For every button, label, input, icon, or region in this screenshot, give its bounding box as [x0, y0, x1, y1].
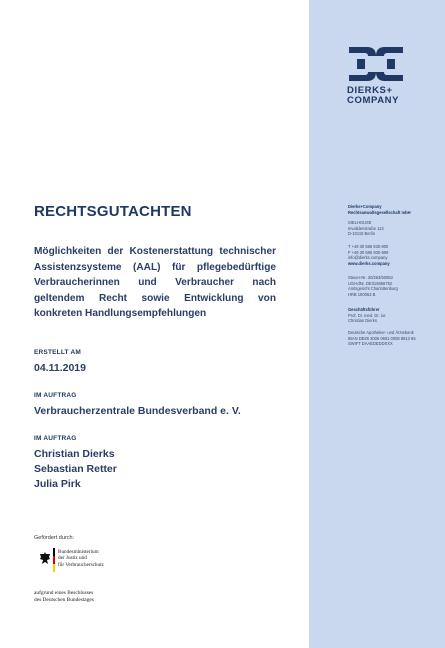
side-register-block [348, 275, 443, 297]
commissioner: Verbraucherzentrale Bundesverband e. V. [34, 405, 241, 417]
side-management-line: Prof. Dr. med. Dr. iur. [348, 312, 387, 318]
ministry-line: für Verbraucherschutz [58, 561, 104, 568]
side-website: www.dierks.company [348, 260, 390, 266]
dierks-company-logo-mark [347, 44, 405, 84]
side-register-line: HRB 190063 B [348, 291, 376, 297]
document-title: RECHTSGUTACHTEN [34, 203, 192, 220]
side-bank-block [348, 330, 443, 347]
dierks-company-logo [347, 44, 405, 106]
authors-label: IM AUFTRAG [34, 435, 77, 442]
side-company-type: Rechtsanwaltsgesellschaft mbH [348, 209, 411, 215]
side-bank-line: Deutsche Apotheker- und Ärztebank [348, 330, 414, 335]
ministry-name [58, 549, 104, 568]
side-address-block [348, 220, 443, 237]
side-address-line: D-10115 Berlin [348, 231, 376, 237]
side-management-line: Christian Dierks [348, 318, 377, 324]
logo-text-line1: DIERKS+ [347, 85, 393, 96]
side-company-block [348, 204, 443, 215]
side-company-name: Dierks+Company [348, 204, 382, 209]
side-contact-line: F +49 30 586 930-899 [348, 249, 389, 255]
side-register-line: USt-IdNr. DE315866752 [348, 280, 393, 286]
author-name: Sebastian Retter [34, 463, 117, 475]
resolution-line: aufgrund eines Beschlusses [34, 590, 94, 596]
created-date: 04.11.2019 [34, 362, 86, 374]
side-bank-line: IBAN DE29 3006 0601 0008 8813 65 [348, 335, 416, 341]
author-name: Julia Pirk [34, 478, 81, 490]
side-bank-line: SWIFT DAAEDEDDXXX [348, 341, 393, 347]
author-name: Christian Dierks [34, 448, 115, 460]
commission-label: IM AUFTRAG [34, 392, 77, 399]
funded-by-label: Gefördert durch: [34, 535, 75, 541]
side-address-line: SIELHOUSE [348, 220, 372, 225]
ministry-line: der Justiz und [58, 555, 87, 562]
document-subtitle: Möglichkeiten der Kostenerstattung technischer Assistenzsysteme (AAL) für pflegebedürftige Verbraucherinnen und Verbraucher nach geltendem Recht sowie Entwicklung von konkreten Handlungsempfehlungen [34, 246, 276, 320]
side-register-line: Amtsgericht Charlottenburg [348, 286, 398, 292]
federal-eagle-icon [39, 551, 51, 565]
side-contact-line: T +49 30 586 930-800 [348, 244, 389, 249]
side-contact-line: info@dierks.company [348, 255, 388, 261]
created-label: ERSTELLT AM [34, 349, 81, 356]
logo-text-line2: COMPANY [347, 95, 400, 106]
side-contact-block [348, 244, 443, 266]
bundestag-resolution [34, 590, 94, 604]
side-address-line: Invalidenstraße 113 [348, 225, 384, 231]
resolution-line: des Deutschen Bundestages [34, 596, 94, 603]
side-register-line: Steuer-Nr. 30/263/50053 [348, 275, 393, 280]
ministry-line: Bundesministerium [58, 549, 99, 555]
side-management-label: Geschäftsführer [348, 307, 380, 312]
german-flag-stripe [53, 548, 55, 572]
side-management-block [348, 307, 443, 324]
